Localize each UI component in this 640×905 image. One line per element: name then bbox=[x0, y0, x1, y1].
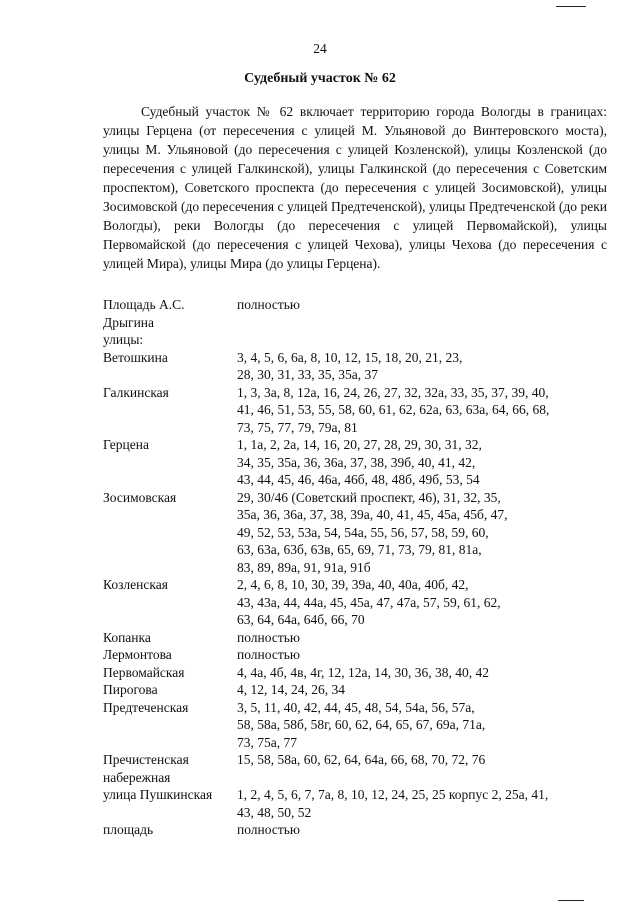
house-numbers-line: полностью bbox=[237, 297, 300, 312]
street-row bbox=[103, 786, 623, 821]
street-name: Площадь А.С. Дрыгина bbox=[103, 297, 185, 330]
street-name: площадь bbox=[103, 822, 154, 837]
house-numbers bbox=[237, 821, 623, 839]
house-numbers-line: 41, 46, 51, 53, 55, 58, 60, 61, 62, 62а, 63, 63а, 64, 66, 68, bbox=[237, 402, 550, 417]
street-list bbox=[103, 296, 623, 839]
street-row bbox=[103, 331, 623, 349]
scan-mark-bottom bbox=[558, 900, 584, 901]
street-name: Лермонтова bbox=[103, 647, 172, 662]
page-number: 24 bbox=[313, 41, 327, 56]
house-numbers bbox=[237, 751, 623, 786]
house-numbers-line: 4, 4а, 4б, 4в, 4г, 12, 12а, 14, 30, 36, 38, 40, 42 bbox=[237, 664, 489, 680]
house-numbers-line: 1, 2, 4, 5, 6, 7, 7а, 8, 10, 12, 24, 25, 25 корпус 2, 25а, 41, bbox=[237, 787, 549, 802]
house-numbers bbox=[237, 436, 623, 489]
street-row bbox=[103, 576, 623, 629]
house-numbers-line: 28, 30, 31, 33, 35, 35а, 37 bbox=[237, 367, 378, 382]
street-row bbox=[103, 349, 623, 384]
street-name: улицы: bbox=[103, 332, 144, 347]
house-numbers-line: полностью bbox=[237, 822, 300, 837]
house-numbers bbox=[237, 681, 623, 699]
house-numbers-line: 63, 64, 64а, 64б, 66, 70 bbox=[237, 612, 365, 627]
house-numbers-line: 43, 48, 50, 52 bbox=[237, 804, 312, 820]
street-row bbox=[103, 436, 623, 489]
street-row bbox=[103, 751, 623, 786]
street-name: Пирогова bbox=[103, 682, 158, 697]
house-numbers-line: полностью bbox=[237, 629, 300, 645]
house-numbers bbox=[237, 296, 623, 331]
house-numbers-line: 58, 58а, 58б, 58г, 60, 62, 64, 65, 67, 69а, 71а, bbox=[237, 717, 486, 732]
house-numbers-line: полностью bbox=[237, 647, 300, 662]
street-row bbox=[103, 681, 623, 699]
house-numbers bbox=[237, 699, 623, 752]
street-name: Козленская bbox=[103, 577, 168, 592]
house-numbers-line: 63, 63а, 63б, 63в, 65, 69, 71, 73, 79, 81, 81а, bbox=[237, 542, 482, 557]
street-name: Копанка bbox=[103, 629, 151, 645]
house-numbers bbox=[237, 786, 623, 821]
house-numbers-line: 49, 52, 53, 53а, 54, 54а, 55, 56, 57, 58, 59, 60, bbox=[237, 524, 489, 540]
house-numbers-line: 83, 89, 89а, 91, 91а, 91б bbox=[237, 559, 371, 575]
house-numbers-line: 15, 58, 58а, 60, 62, 64, 64а, 66, 68, 70, 72, 76 bbox=[237, 752, 486, 767]
street-name: Галкинская bbox=[103, 384, 169, 400]
house-numbers-line: 43, 43а, 44, 44а, 45, 45а, 47, 47а, 57, 59, 61, 62, bbox=[237, 594, 501, 610]
house-numbers bbox=[237, 489, 623, 577]
street-name: Пречистенская набережная bbox=[103, 752, 189, 785]
street-name: Герцена bbox=[103, 437, 149, 452]
house-numbers bbox=[237, 384, 623, 437]
intro-paragraph: Судебный участок № 62 включает территорию города Вологды в границах: улицы Герцена (от пересечения с улицей М. Ульяновой до Винтеровского моста), улицы М. Ульяновой (до пересечения с улицей Козленской), улицы Козленской (до пересечения с улицей Галкинской), улицы Галкинской (до пересечения с Советским проспектом), Советского проспекта (до пересечения с улицей Зосимовской), улицы Зосимовской (до пересечения с улицей Предтеченской), улицы Предтеченской (до реки Вологды), реки Вологды (до пересечения с улицей Первомайской), улицы Первомайской (до пересечения с улицей Чехова), улицы Чехова (до пересечения с улицей Мира), улицы Мира (до улицы Герцена). bbox=[103, 104, 607, 271]
street-row bbox=[103, 821, 623, 839]
house-numbers bbox=[237, 646, 623, 664]
street-row bbox=[103, 646, 623, 664]
street-row bbox=[103, 699, 623, 752]
page-title: Судебный участок № 62 bbox=[244, 71, 396, 86]
house-numbers-line: 43, 44, 45, 46, 46а, 46б, 48, 48б, 49б, 53, 54 bbox=[237, 472, 480, 487]
house-numbers-line: 3, 5, 11, 40, 42, 44, 45, 48, 54, 54а, 56, 57а, bbox=[237, 699, 475, 715]
street-row bbox=[103, 629, 623, 647]
street-name: Ветошкина bbox=[103, 349, 168, 365]
street-name: Зосимовская bbox=[103, 489, 177, 505]
street-row bbox=[103, 296, 623, 331]
house-numbers bbox=[237, 664, 623, 682]
house-numbers-line: 35а, 36, 36а, 37, 38, 39а, 40, 41, 45, 45а, 45б, 47, bbox=[237, 507, 508, 522]
house-numbers-line: 1, 1а, 2, 2а, 14, 16, 20, 27, 28, 29, 30, 31, 32, bbox=[237, 437, 482, 452]
house-numbers-line: 2, 4, 6, 8, 10, 30, 39, 39а, 40, 40а, 40б, 42, bbox=[237, 577, 469, 592]
house-numbers-line: 34, 35, 35а, 36, 36а, 37, 38, 39б, 40, 41, 42, bbox=[237, 454, 476, 470]
street-row bbox=[103, 664, 623, 682]
house-numbers-line: 73, 75а, 77 bbox=[237, 734, 297, 750]
street-row bbox=[103, 384, 623, 437]
house-numbers bbox=[237, 331, 623, 349]
house-numbers bbox=[237, 349, 623, 384]
street-name: улица Пушкинская bbox=[103, 787, 213, 802]
street-name: Первомайская bbox=[103, 664, 185, 680]
street-name: Предтеченская bbox=[103, 699, 189, 715]
house-numbers bbox=[237, 629, 623, 647]
scan-mark-top bbox=[556, 6, 586, 7]
house-numbers-line: 73, 75, 77, 79, 79а, 81 bbox=[237, 419, 358, 435]
house-numbers bbox=[237, 576, 623, 629]
house-numbers-line: 1, 3, 3а, 8, 12а, 16, 24, 26, 27, 32, 32а, 33, 35, 37, 39, 40, bbox=[237, 384, 549, 400]
house-numbers-line: 3, 4, 5, 6, 6а, 8, 10, 12, 15, 18, 20, 21, 23, bbox=[237, 349, 463, 365]
house-numbers-line: 4, 12, 14, 24, 26, 34 bbox=[237, 682, 345, 697]
street-row bbox=[103, 489, 623, 577]
house-numbers-line: 29, 30/46 (Советский проспект, 46), 31, 32, 35, bbox=[237, 489, 501, 505]
